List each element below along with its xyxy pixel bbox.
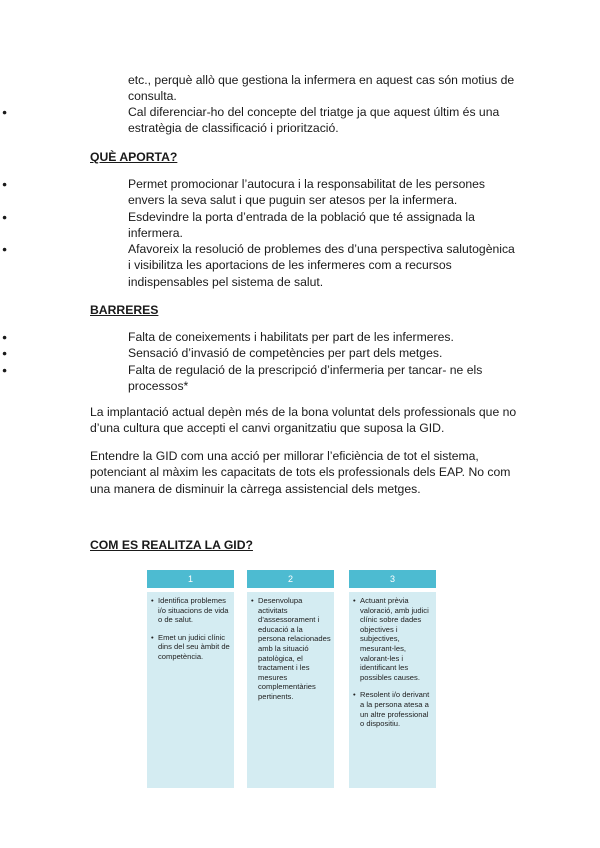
list-item: ● Falta de coneixements i habilitats per part de les infermeres. [90,329,520,345]
step-number: 2 [247,570,334,588]
paragraph: La implantació actual depèn més de la bona voluntat dels professionals que no d’una cultura que accepti el canvi organitzatiu que suposa la GID. [90,405,517,436]
step-item: • Desenvolupa activitats d’assessorament i educació a la persona relacionades amb la situació patològica, el tractament i les mesures complementàries pertinents. [250,596,331,702]
step-item: • Identifica problemes i/o situacions de vida o de salut. [150,596,231,625]
step-body [247,592,334,788]
process-step-3 [349,570,436,788]
section-heading-com-es-realitza: COM ES REALITZA LA GID? [90,538,253,552]
list-item: ● Cal diferenciar-ho del concepte del triatge ja que aquest últim és una estratègia de classificació i priorització. [90,104,520,137]
list-item: ● Permet promocionar l’autocura i la responsabilitat de les persones envers la seva salut i que puguin ser atesos per la infermera. [90,176,520,209]
que-aporta-list [90,176,520,290]
barreres-list [90,329,520,394]
section-heading-barreres: BARRERES [90,303,159,317]
step-number: 1 [147,570,234,588]
intro-continuation: etc., perquè allò que gestiona la infermera en aquest cas són motius de consulta. [128,73,515,104]
step-body [349,592,436,788]
paragraph: Entendre la GID com una acció per millorar l’eficiència de tot el sistema, potenciant al màxim les capacitats de tots els professionals dels EAP. No com una manera de disminuir la càrrega assistencial dels metges. [90,449,511,496]
step-body [147,592,234,788]
list-item: ● Sensació d’invasió de competències per part dels metges. [90,345,520,361]
list-item: ● Falta de regulació de la prescripció d’infermeria per tancar- ne els processos* [90,362,520,395]
list-item: ● Afavoreix la resolució de problemes des d’una perspectiva salutogènica i visibilitza les aportacions de les infermeres com a recursos indispensables pel sistema de salut. [90,241,520,290]
step-item: • Actuant prèvia valoració, amb judici clínic sobre dades objectives i subjectives, mesurant-les, valorant-les i identificant les possibles causes. [352,596,433,682]
process-diagram [147,570,437,788]
step-item: • Resolent i/o derivant a la persona atesa a un altre professional o dispositiu. [352,690,433,728]
process-step-2 [247,570,334,788]
process-step-1 [147,570,234,788]
section-heading-que-aporta: QUÈ APORTA? [90,150,178,164]
list-item: ● Esdevindre la porta d’entrada de la població que té assignada la infermera. [90,209,520,242]
step-item: • Emet un judici clínic dins del seu àmbit de competència. [150,633,231,662]
intro-bullet-list [90,104,520,137]
step-number: 3 [349,570,436,588]
